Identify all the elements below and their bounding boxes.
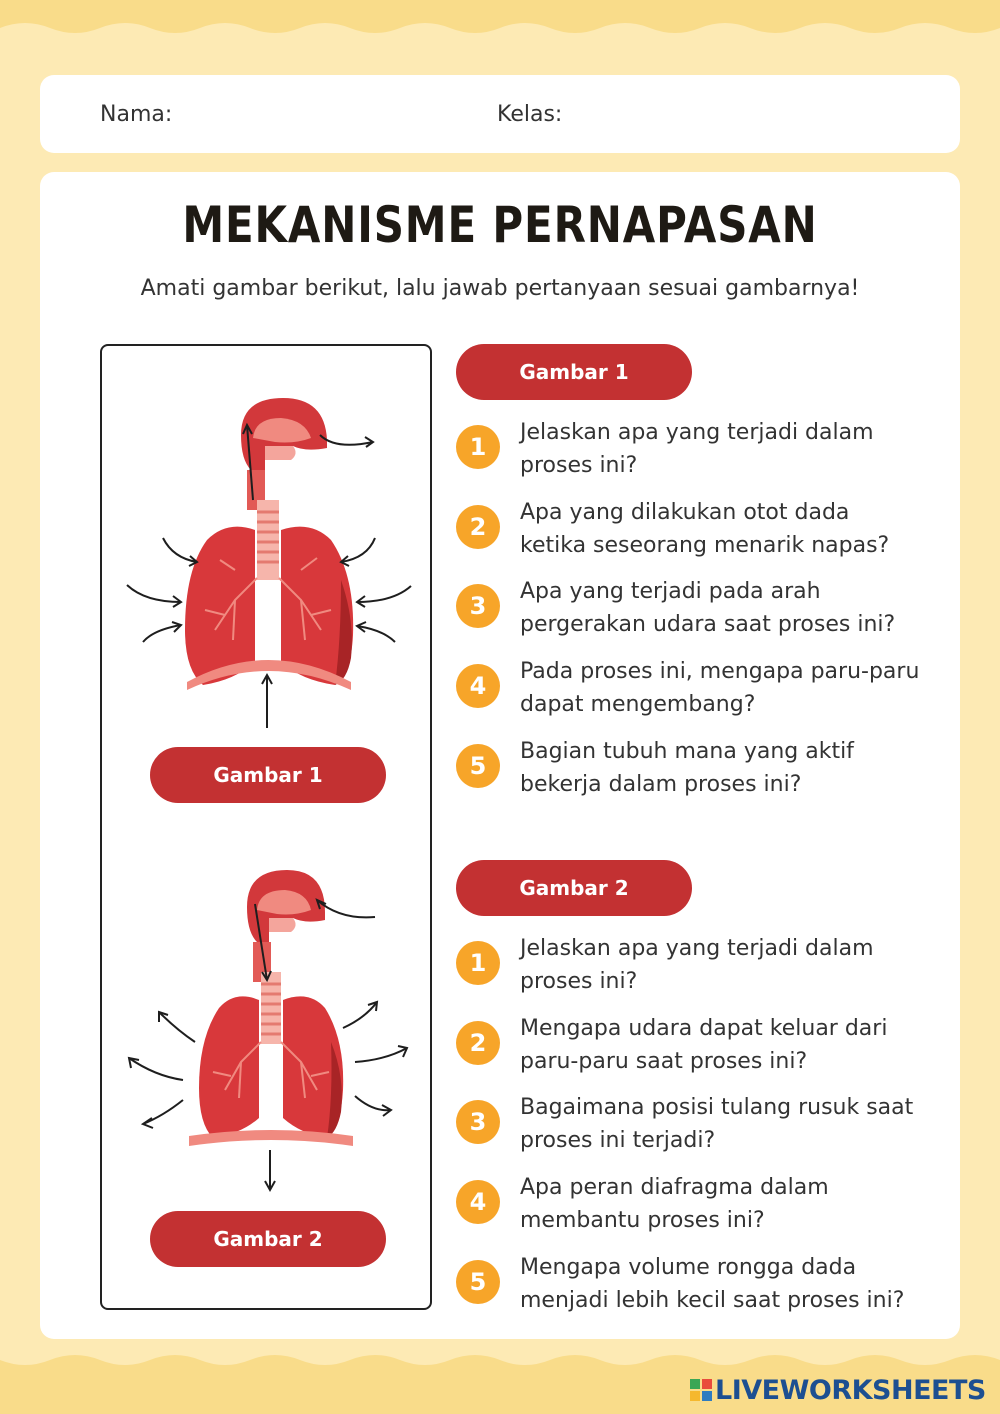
question-text: Apa yang terjadi pada arah pergerakan udara saat proses ini? — [520, 579, 896, 637]
page-title: MEKANISME PERNAPASAN — [182, 196, 818, 254]
question-number: 4 — [456, 1180, 500, 1224]
liveworksheets-logo — [690, 1372, 986, 1408]
brand-name: LIVEWORKSHEETS — [715, 1374, 986, 1406]
question-number: 1 — [456, 941, 500, 985]
question-text: Jelaskan apa yang terjadi dalam proses ini? — [520, 420, 874, 478]
question-text: Jelaskan apa yang terjadi dalam proses ini? — [520, 936, 874, 994]
question-text: Apa peran diafragma dalam membantu proses ini? — [520, 1175, 829, 1233]
question-number: 5 — [456, 1260, 500, 1304]
question-number: 3 — [456, 1100, 500, 1144]
question-text: Mengapa volume rongga dada menjadi lebih kecil saat proses ini? — [520, 1255, 905, 1313]
section-heading-gambar-2: Gambar 2 — [456, 860, 692, 916]
question-text: Mengapa udara dapat keluar dari paru-paru saat proses ini? — [520, 1016, 888, 1074]
top-wave-decoration — [0, 0, 1000, 40]
question-number: 3 — [456, 584, 500, 628]
question-text: Apa yang dilakukan otot dada ketika seseorang menarik napas? — [520, 500, 890, 558]
question-number: 4 — [456, 664, 500, 708]
class-label: Kelas: — [497, 102, 563, 127]
image-label-gambar-1: Gambar 1 — [150, 747, 386, 803]
question-number: 1 — [456, 425, 500, 469]
liveworksheets-icon — [690, 1379, 712, 1401]
inhalation-lungs-illustration — [115, 390, 415, 735]
section-heading-gambar-1: Gambar 1 — [456, 344, 692, 400]
question-text: Bagian tubuh mana yang aktif bekerja dalam proses ini? — [520, 739, 854, 797]
question-number: 2 — [456, 505, 500, 549]
question-number: 2 — [456, 1021, 500, 1065]
question-text: Pada proses ini, mengapa paru-paru dapat mengembang? — [520, 659, 920, 717]
exhalation-lungs-illustration — [115, 862, 415, 1202]
question-number: 5 — [456, 744, 500, 788]
name-label: Nama: — [100, 102, 173, 127]
image-label-gambar-2: Gambar 2 — [150, 1211, 386, 1267]
question-text: Bagaimana posisi tulang rusuk saat proses ini terjadi? — [520, 1095, 914, 1153]
instructions: Amati gambar berikut, lalu jawab pertanyaan sesuai gambarnya! — [140, 276, 860, 301]
